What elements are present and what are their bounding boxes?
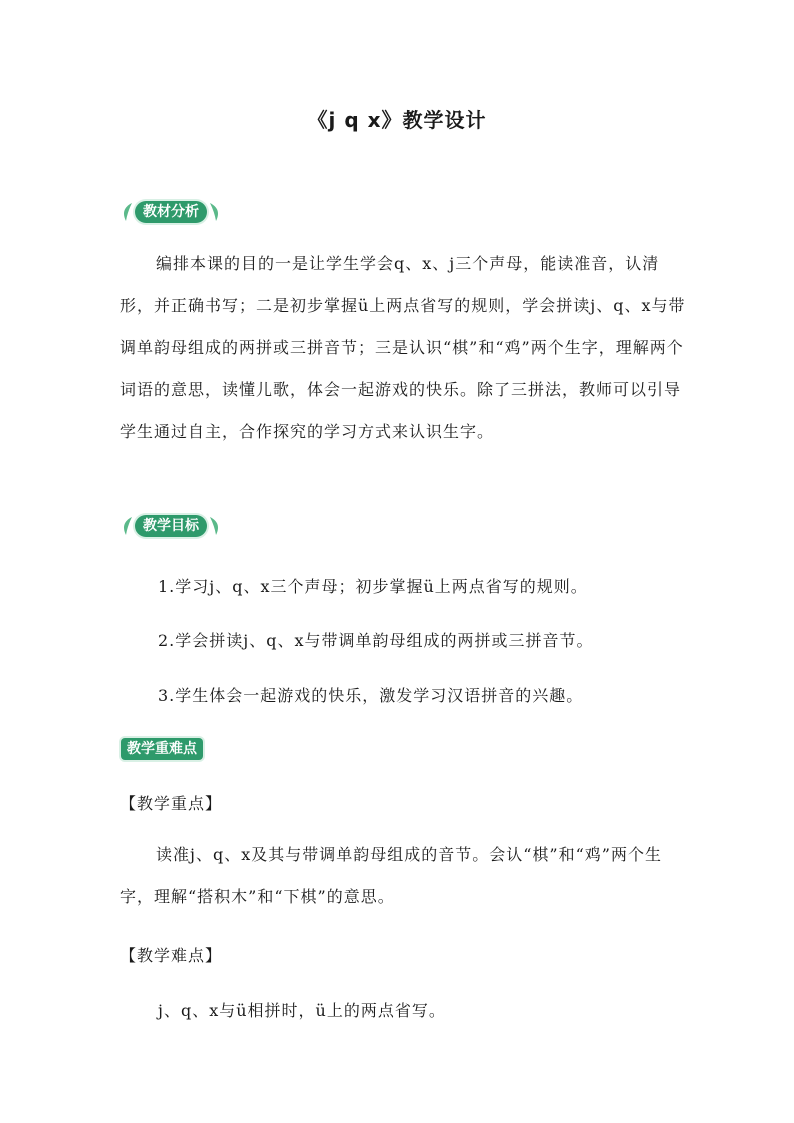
objective-item: 3.学生体会一起游戏的快乐，激发学习汉语拼音的兴趣。	[158, 686, 584, 705]
section-badge-objectives	[120, 512, 222, 540]
focus-label: 【教学重点】	[120, 794, 223, 813]
analysis-paragraph: 编排本课的目的一是让学生学会q、x、j三个声母，能读准音，认清形，并正确书写；二是初步掌握ü上两点省写的规则，学会拼读j、q、x与带调单韵母组成的两拼或三拼音节；三是认识“棋”和“鸡”两个生字，理解两个词语的意思，读懂儿歌，体会一起游戏的快乐。除了三拼法，教师可以引导学生通过自主，合作探究的学习方式来认识生字。	[120, 254, 686, 441]
difficulty-label: 【教学难点】	[120, 946, 223, 965]
leaf-icon	[208, 201, 222, 223]
section-badge-key-points	[120, 735, 204, 763]
difficulty-text: j、q、x与ü相拼时，ü上的两点省写。	[158, 1001, 446, 1020]
focus-paragraph: 读准j、q、x及其与带调单韵母组成的音节。会认“棋”和“鸡”两个生字，理解“搭积木”和“下棋”的意思。	[120, 845, 662, 906]
section-heading: 教材分析	[135, 201, 207, 223]
section-heading: 教学目标	[135, 515, 207, 537]
leaf-icon	[120, 201, 134, 223]
objective-item: 1.学习j、q、x三个声母；初步掌握ü上两点省写的规则。	[158, 577, 588, 596]
objective-item: 2.学会拼读j、q、x与带调单韵母组成的两拼或三拼音节。	[158, 631, 594, 650]
section-badge-analysis	[120, 198, 222, 226]
leaf-icon	[120, 515, 134, 537]
section-heading: 教学重难点	[121, 738, 203, 760]
leaf-icon	[208, 515, 222, 537]
page-title: 《j q x》教学设计	[307, 108, 487, 132]
